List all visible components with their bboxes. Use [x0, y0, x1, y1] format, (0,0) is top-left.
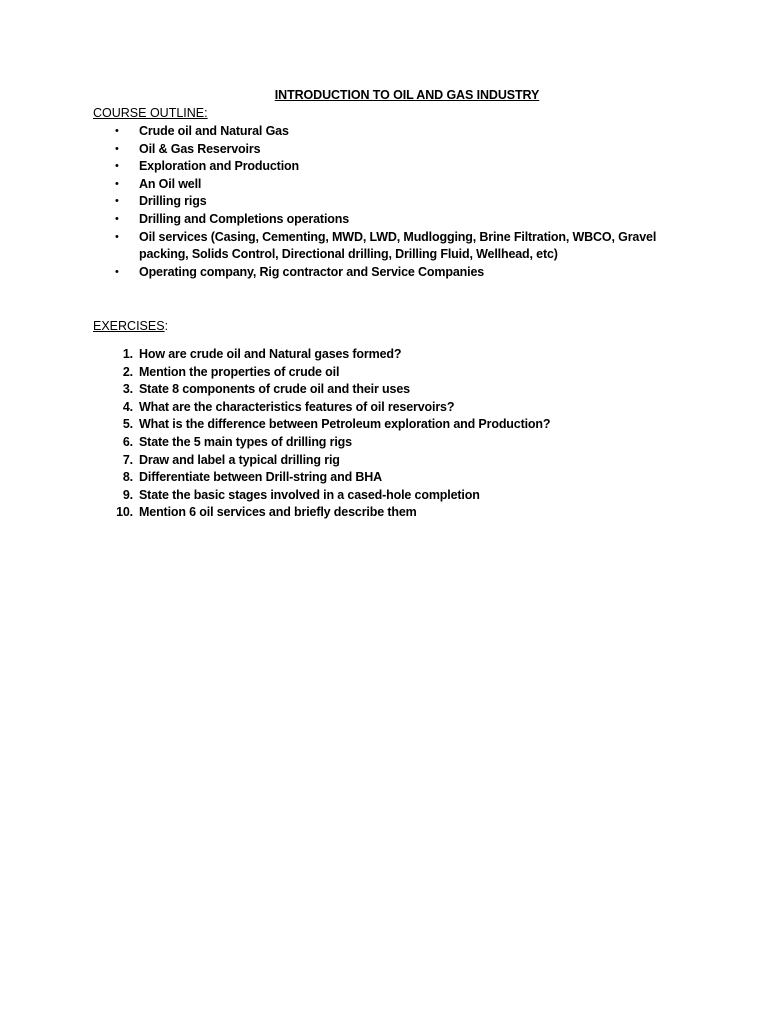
bullet-icon: • [115, 265, 119, 278]
item-number: 4. [122, 399, 133, 414]
list-item-text: State the basic stages involved in a cased-hole completion [139, 487, 480, 502]
bullet-icon: • [115, 195, 119, 208]
list-item [0, 452, 659, 470]
bullet-icon: • [115, 160, 119, 173]
list-item [0, 399, 659, 417]
document-title: INTRODUCTION TO OIL AND GAS INDUSTRY [274, 88, 540, 102]
list-item-text: Draw and label a typical drilling rig [139, 452, 340, 467]
list-item [0, 434, 659, 452]
list-item-text: Oil & Gas Reservoirs [139, 141, 261, 156]
item-number: 9. [122, 487, 133, 502]
bullet-icon: • [115, 212, 119, 225]
exercises-heading [93, 319, 168, 333]
list-item-text: What is the difference between Petroleum exploration and Production? [139, 417, 551, 432]
list-item-text: Crude oil and Natural Gas [139, 124, 289, 138]
list-item-text: State the 5 main types of drilling rigs [139, 434, 352, 449]
list-item-text: An Oil well [139, 176, 202, 191]
item-number: 1. [122, 347, 133, 361]
item-number: 7. [122, 452, 133, 467]
list-item-text: Mention the properties of crude oil [139, 364, 340, 379]
course-outline-heading: COURSE OUTLINE: [93, 106, 208, 120]
course-outline-list [0, 123, 659, 281]
list-item-text: State 8 components of crude oil and their uses [139, 382, 410, 397]
bullet-icon: • [115, 125, 119, 137]
list-item [0, 264, 659, 282]
list-item [0, 176, 659, 194]
item-number: 5. [122, 417, 133, 432]
list-item-text: How are crude oil and Natural gases formed? [139, 347, 402, 361]
item-number: 10. [116, 505, 133, 520]
item-number: 2. [122, 364, 133, 379]
exercises-list [0, 346, 659, 522]
list-item [0, 416, 659, 434]
item-number: 6. [122, 434, 133, 449]
bullet-icon: • [115, 177, 119, 190]
list-item-text: Operating company, Rig contractor and Service Companies [139, 264, 485, 279]
list-item-text: Exploration and Production [139, 159, 299, 174]
list-item [0, 123, 659, 141]
list-item [0, 229, 659, 264]
list-item [0, 158, 659, 176]
exercises-heading-text: EXERCISES [93, 319, 165, 333]
exercises-heading-colon: : [164, 319, 169, 333]
list-item [0, 364, 659, 382]
list-item-text: What are the characteristics features of oil reservoirs? [139, 399, 455, 414]
list-item [0, 504, 659, 522]
item-number: 3. [122, 382, 133, 397]
item-number: 8. [122, 470, 133, 485]
bullet-icon: • [115, 142, 119, 155]
list-item [0, 381, 659, 399]
list-item [0, 346, 659, 364]
list-item [0, 211, 659, 229]
list-item [0, 193, 659, 211]
bullet-icon: • [115, 230, 119, 243]
list-item-text: Oil services (Casing, Cementing, MWD, LWD, Mudlogging, Brine Filtration, WBCO, Gravel packing, Solids Control, Directional drilling, Drilling Fluid, Wellhead, etc) [139, 229, 657, 262]
list-item [0, 469, 659, 487]
list-item-text: Drilling and Completions operations [139, 211, 350, 226]
list-item [0, 487, 659, 505]
list-item-text: Differentiate between Drill-string and BHA [139, 470, 383, 485]
list-item-text: Drilling rigs [139, 194, 207, 209]
list-item-text: Mention 6 oil services and briefly describe them [139, 505, 417, 520]
list-item [0, 141, 659, 159]
